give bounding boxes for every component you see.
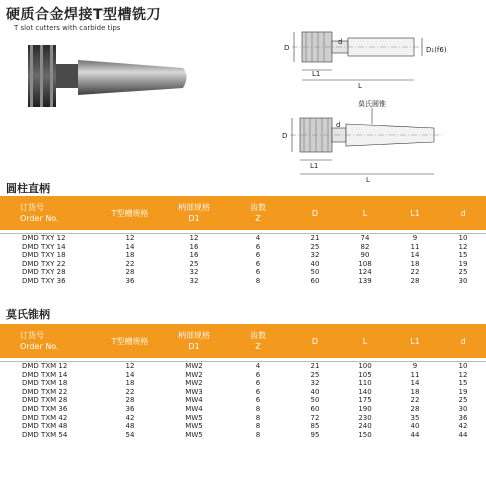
- table-cell: DMD TXY 36: [22, 276, 66, 285]
- table-cell: 40: [310, 387, 320, 396]
- page-subtitle: T slot cutters with carbide tips: [14, 24, 121, 32]
- cutter-head: [28, 45, 56, 107]
- header-order-no: 订货号 Order No.: [0, 324, 98, 358]
- table-cell: 108: [358, 259, 372, 268]
- table-cell: 15: [458, 251, 468, 260]
- table-row: [0, 243, 486, 252]
- table-cell: 6: [255, 251, 261, 260]
- table-cell: 8: [255, 276, 261, 285]
- table-cell: DMD TXM 18: [22, 379, 68, 388]
- table-row: [0, 379, 486, 388]
- table-cell: 18: [410, 387, 420, 396]
- label-D: D: [284, 44, 290, 52]
- header-L1: L1: [390, 196, 440, 230]
- label-D: D: [282, 132, 288, 140]
- table-header: [0, 324, 486, 362]
- header-slot-size: T型槽规格: [98, 196, 162, 230]
- table-cell: 15: [458, 379, 468, 388]
- table-cell: 140: [358, 387, 372, 396]
- table-row: [0, 251, 486, 260]
- table-cell: 32: [310, 379, 320, 388]
- table-cell: 50: [310, 268, 320, 277]
- table-cell: 36: [125, 276, 135, 285]
- drawing-straight-shank: [262, 14, 452, 92]
- table-morse-taper: [0, 324, 486, 439]
- table-cell: 28: [410, 276, 420, 285]
- table-cell: 18: [125, 379, 135, 388]
- label-d: d: [338, 38, 343, 46]
- table-cell: 50: [310, 396, 320, 405]
- table-cell: 6: [255, 379, 261, 388]
- table-row: [0, 371, 486, 380]
- table-cell: 28: [125, 268, 135, 277]
- table-cell: MW3: [185, 387, 203, 396]
- label-d: d: [336, 121, 341, 129]
- product-photo: [18, 40, 198, 130]
- table-cell: 9: [412, 234, 418, 242]
- header-L1: L1: [390, 324, 440, 358]
- label-D1: D₁(f6): [426, 46, 447, 54]
- table-cell: 139: [358, 276, 372, 285]
- table-cell: DMD TXY 18: [22, 251, 66, 260]
- label-L: L: [358, 82, 362, 90]
- table-cell: 82: [360, 242, 370, 251]
- table-cell: 25: [310, 370, 320, 379]
- table-cell: 72: [310, 413, 320, 422]
- table-cell: 110: [358, 379, 372, 388]
- table-cell: 9: [412, 362, 418, 370]
- table-cell: 54: [125, 430, 135, 439]
- table-cell: 14: [125, 370, 135, 379]
- table-cell: 28: [125, 396, 135, 405]
- table-cell: 12: [189, 234, 199, 242]
- table-cell: 12: [125, 234, 135, 242]
- table-cell: MW5: [185, 413, 203, 422]
- table-cell: 230: [358, 413, 372, 422]
- table-cell: DMD TXM 54: [22, 430, 68, 439]
- table-cell: 32: [189, 276, 199, 285]
- table-cell: MW4: [185, 396, 203, 405]
- table-cell: DMD TXM 42: [22, 413, 68, 422]
- table-row: [0, 405, 486, 414]
- table-cell: 12: [125, 362, 135, 370]
- table-cell: 30: [458, 404, 468, 413]
- table-cell: 8: [255, 422, 261, 431]
- section-title-straight-shank: 圆柱直柄: [6, 182, 50, 195]
- header-order-no: 订货号 Order No.: [0, 196, 98, 230]
- table-cell: DMD TXY 12: [22, 234, 66, 242]
- table-cell: 74: [360, 234, 370, 242]
- table-cell: 6: [255, 396, 261, 405]
- table-cell: 8: [255, 430, 261, 439]
- table-cell: 25: [189, 259, 199, 268]
- table-cell: 42: [125, 413, 135, 422]
- table-cell: MW5: [185, 430, 203, 439]
- table-header: [0, 196, 486, 234]
- table-cell: MW2: [185, 379, 203, 388]
- table-row: [0, 422, 486, 431]
- table-cell: DMD TXY 14: [22, 242, 66, 251]
- header-d: d: [440, 324, 486, 358]
- section-title-morse-taper: 莫氏锥柄: [6, 308, 50, 321]
- cutter-shank: [78, 60, 187, 95]
- table-cell: 21: [310, 362, 320, 370]
- table-cell: DMD TXM 48: [22, 422, 68, 431]
- table-cell: 14: [410, 379, 420, 388]
- table-cell: 60: [310, 404, 320, 413]
- header-shank-size: 柄部规格 D1: [162, 196, 226, 230]
- table-cell: 6: [255, 259, 261, 268]
- table-cell: 35: [410, 413, 420, 422]
- table-cell: 150: [358, 430, 372, 439]
- table-cell: MW4: [185, 404, 203, 413]
- header-D: D: [290, 196, 340, 230]
- table-cell: 4: [255, 234, 261, 242]
- table-cell: 22: [410, 396, 420, 405]
- table-cell: 8: [255, 413, 261, 422]
- table-cell: 11: [410, 370, 420, 379]
- table-row: [0, 234, 486, 243]
- table-cell: 6: [255, 242, 261, 251]
- table-cell: 32: [310, 251, 320, 260]
- table-cell: 22: [410, 268, 420, 277]
- callout-morse-taper: 莫氏圆锥: [358, 100, 386, 108]
- table-cell: 4: [255, 362, 261, 370]
- header-L: L: [340, 196, 390, 230]
- header-L: L: [340, 324, 390, 358]
- table-cell: 16: [189, 242, 199, 251]
- table-cell: 28: [410, 404, 420, 413]
- table-cell: 60: [310, 276, 320, 285]
- header-teeth: 齿数 Z: [226, 324, 290, 358]
- table-cell: 190: [358, 404, 372, 413]
- table-cell: 30: [458, 276, 468, 285]
- table-cell: 21: [310, 234, 320, 242]
- table-cell: 6: [255, 268, 261, 277]
- table-row: [0, 260, 486, 269]
- table-cell: 105: [358, 370, 372, 379]
- table-cell: 175: [358, 396, 372, 405]
- table-cell: 48: [125, 422, 135, 431]
- table-cell: 19: [458, 259, 468, 268]
- table-cell: 36: [125, 404, 135, 413]
- table-cell: 95: [310, 430, 320, 439]
- table-row: [0, 362, 486, 371]
- table-cell: 16: [189, 251, 199, 260]
- label-L1: L1: [312, 70, 321, 78]
- table-cell: DMD TXY 28: [22, 268, 66, 277]
- table-cell: 12: [458, 370, 468, 379]
- table-cell: 18: [410, 259, 420, 268]
- table-cell: MW2: [185, 370, 203, 379]
- table-cell: MW2: [185, 362, 203, 370]
- table-cell: 6: [255, 370, 261, 379]
- table-row: [0, 268, 486, 277]
- table-cell: 11: [410, 242, 420, 251]
- table-cell: MW5: [185, 422, 203, 431]
- table-cell: 6: [255, 387, 261, 396]
- table-cell: 90: [360, 251, 370, 260]
- table-straight-shank: [0, 196, 486, 286]
- table-row: [0, 388, 486, 397]
- table-cell: 25: [458, 396, 468, 405]
- table-cell: 8: [255, 404, 261, 413]
- table-cell: 25: [310, 242, 320, 251]
- table-cell: 10: [458, 234, 468, 242]
- table-cell: 40: [310, 259, 320, 268]
- table-cell: DMD TXM 28: [22, 396, 68, 405]
- table-cell: DMD TXM 22: [22, 387, 68, 396]
- table-cell: 18: [125, 251, 135, 260]
- header-shank-size: 柄部规格 D1: [162, 324, 226, 358]
- table-cell: 12: [458, 242, 468, 251]
- table-body: [0, 362, 486, 440]
- table-row: [0, 277, 486, 286]
- table-cell: 22: [125, 259, 135, 268]
- table-cell: 32: [189, 268, 199, 277]
- table-cell: 124: [358, 268, 372, 277]
- table-cell: 40: [410, 422, 420, 431]
- header-teeth: 齿数 Z: [226, 196, 290, 230]
- table-cell: 100: [358, 362, 372, 370]
- label-L1: L1: [310, 162, 319, 170]
- table-cell: 44: [410, 430, 420, 439]
- table-body: [0, 234, 486, 286]
- page-title: 硬质合金焊接T型槽铣刀: [6, 7, 162, 23]
- header-D: D: [290, 324, 340, 358]
- label-L: L: [366, 176, 370, 184]
- table-cell: 44: [458, 430, 468, 439]
- table-cell: 25: [458, 268, 468, 277]
- table-cell: DMD TXY 22: [22, 259, 66, 268]
- table-cell: DMD TXM 36: [22, 404, 68, 413]
- table-cell: 85: [310, 422, 320, 431]
- table-cell: 22: [125, 387, 135, 396]
- header-slot-size: T型槽规格: [98, 324, 162, 358]
- drawing-morse-taper: [262, 94, 452, 186]
- cutter-neck: [56, 64, 78, 88]
- table-row: [0, 414, 486, 423]
- table-cell: 14: [410, 251, 420, 260]
- table-row: [0, 396, 486, 405]
- table-cell: DMD TXM 12: [22, 362, 68, 370]
- table-cell: 19: [458, 387, 468, 396]
- table-cell: DMD TXM 14: [22, 370, 68, 379]
- table-row: [0, 431, 486, 440]
- table-cell: 10: [458, 362, 468, 370]
- table-cell: 14: [125, 242, 135, 251]
- header-d: d: [440, 196, 486, 230]
- table-cell: 36: [458, 413, 468, 422]
- table-cell: 42: [458, 422, 468, 431]
- table-cell: 240: [358, 422, 372, 431]
